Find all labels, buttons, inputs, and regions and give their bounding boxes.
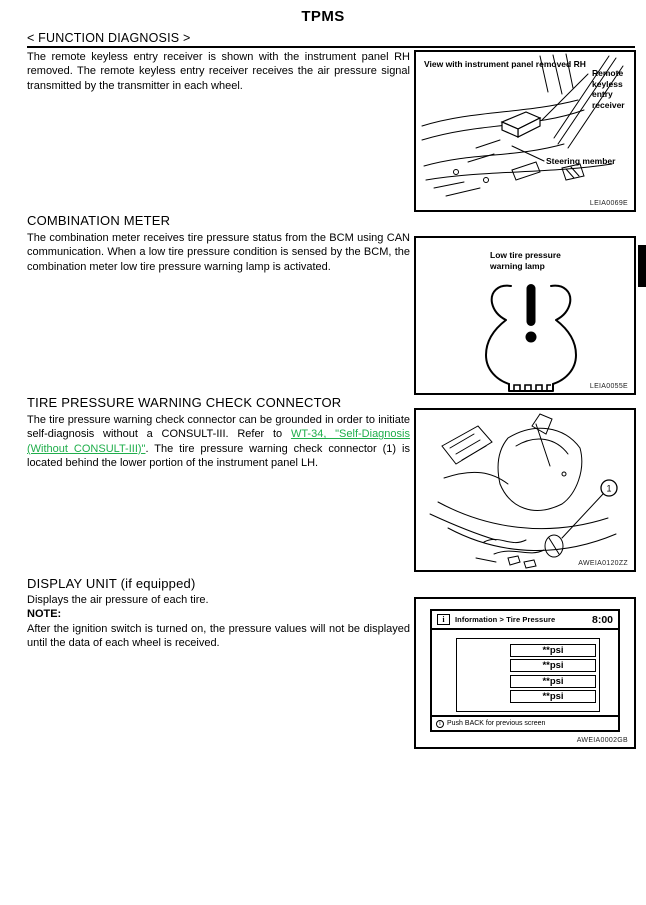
display-unit-intro: Displays the air pressure of each tire. xyxy=(27,594,209,606)
figure2-code: LEIA0055E xyxy=(589,383,628,390)
tire-pressure-value: **psi xyxy=(510,644,596,657)
warning-lamp-caption: Low tire pressure warning lamp xyxy=(490,250,561,271)
tire-pressure-value: **psi xyxy=(510,690,596,703)
check-connector-illustration xyxy=(416,410,634,570)
wt34-self-diagnosis-link[interactable]: WT-34, "Self-Diagnosis (Without CONSULT-III)" xyxy=(27,428,410,455)
footer-hint-text: Push BACK for previous screen xyxy=(447,720,546,727)
tire-pressure-value: **psi xyxy=(510,675,596,688)
screen-clock: 8:00 xyxy=(591,613,613,626)
figure-check-connector xyxy=(414,408,636,572)
combination-meter-heading: COMBINATION METER xyxy=(27,213,171,228)
figure-keyless-receiver xyxy=(414,50,636,212)
display-screen-header xyxy=(432,611,618,630)
figure-warning-lamp xyxy=(414,236,636,395)
check-connector-text-after: . The tire pressure warning check connector (1) is located behind the lower portion of the instrument panel LH. xyxy=(27,442,410,470)
display-screen-footer xyxy=(432,715,618,730)
check-connector-heading: TIRE PRESSURE WARNING CHECK CONNECTOR xyxy=(27,395,342,410)
intro-section xyxy=(27,50,410,93)
note-label: NOTE: xyxy=(27,608,62,621)
receiver-label: Remote keyless entry receiver xyxy=(592,68,625,110)
info-icon: i xyxy=(437,614,450,625)
figure3-code: AWEIA0120ZZ xyxy=(578,560,628,567)
combination-meter-section xyxy=(27,213,410,274)
figure1-caption: View with instrument panel removed RH xyxy=(424,59,586,69)
steering-member-label: Steering member xyxy=(546,156,616,166)
page-title: TPMS xyxy=(301,8,345,25)
check-connector-section xyxy=(27,395,410,471)
display-screen xyxy=(430,609,620,732)
circled-i-icon: i xyxy=(436,720,444,728)
page-edge-tab xyxy=(638,245,646,287)
callout-1: 1 xyxy=(606,483,612,494)
header-rule xyxy=(27,46,635,48)
tire-pressure-value: **psi xyxy=(510,659,596,672)
tire-pressure-panel xyxy=(456,638,600,712)
figure-display-unit xyxy=(414,597,636,749)
combination-meter-paragraph: The combination meter receives tire pressure status from the BCM using CAN communication. When a low tire pressure condition is sensed by the BCM, the combination meter low tire pressure warning lamp is activated. xyxy=(27,232,410,273)
display-unit-heading: DISPLAY UNIT (if equipped) xyxy=(27,576,196,591)
check-connector-paragraph xyxy=(27,413,410,471)
check-connector-text-before: The tire pressure warning check connector can be grounded in order to initiate self-diagnosis without a CONSULT-III. Refer to xyxy=(27,414,410,441)
figure4-code: AWEIA0002GB xyxy=(576,737,628,744)
figure1-code: LEIA0069E xyxy=(589,200,628,207)
note-text: After the ignition switch is turned on, the pressure values will not be displayed until the data of each wheel is received. xyxy=(27,622,410,650)
function-diagnosis-header: < FUNCTION DIAGNOSIS > xyxy=(27,31,191,45)
display-unit-section xyxy=(27,576,410,651)
intro-paragraph: The remote keyless entry receiver is shown with the instrument panel RH removed. The remote keyless entry receiver receives the air pressure signal transmitted by the transmitter in each wheel. xyxy=(27,51,410,92)
screen-breadcrumb: Information > Tire Pressure xyxy=(455,615,556,624)
